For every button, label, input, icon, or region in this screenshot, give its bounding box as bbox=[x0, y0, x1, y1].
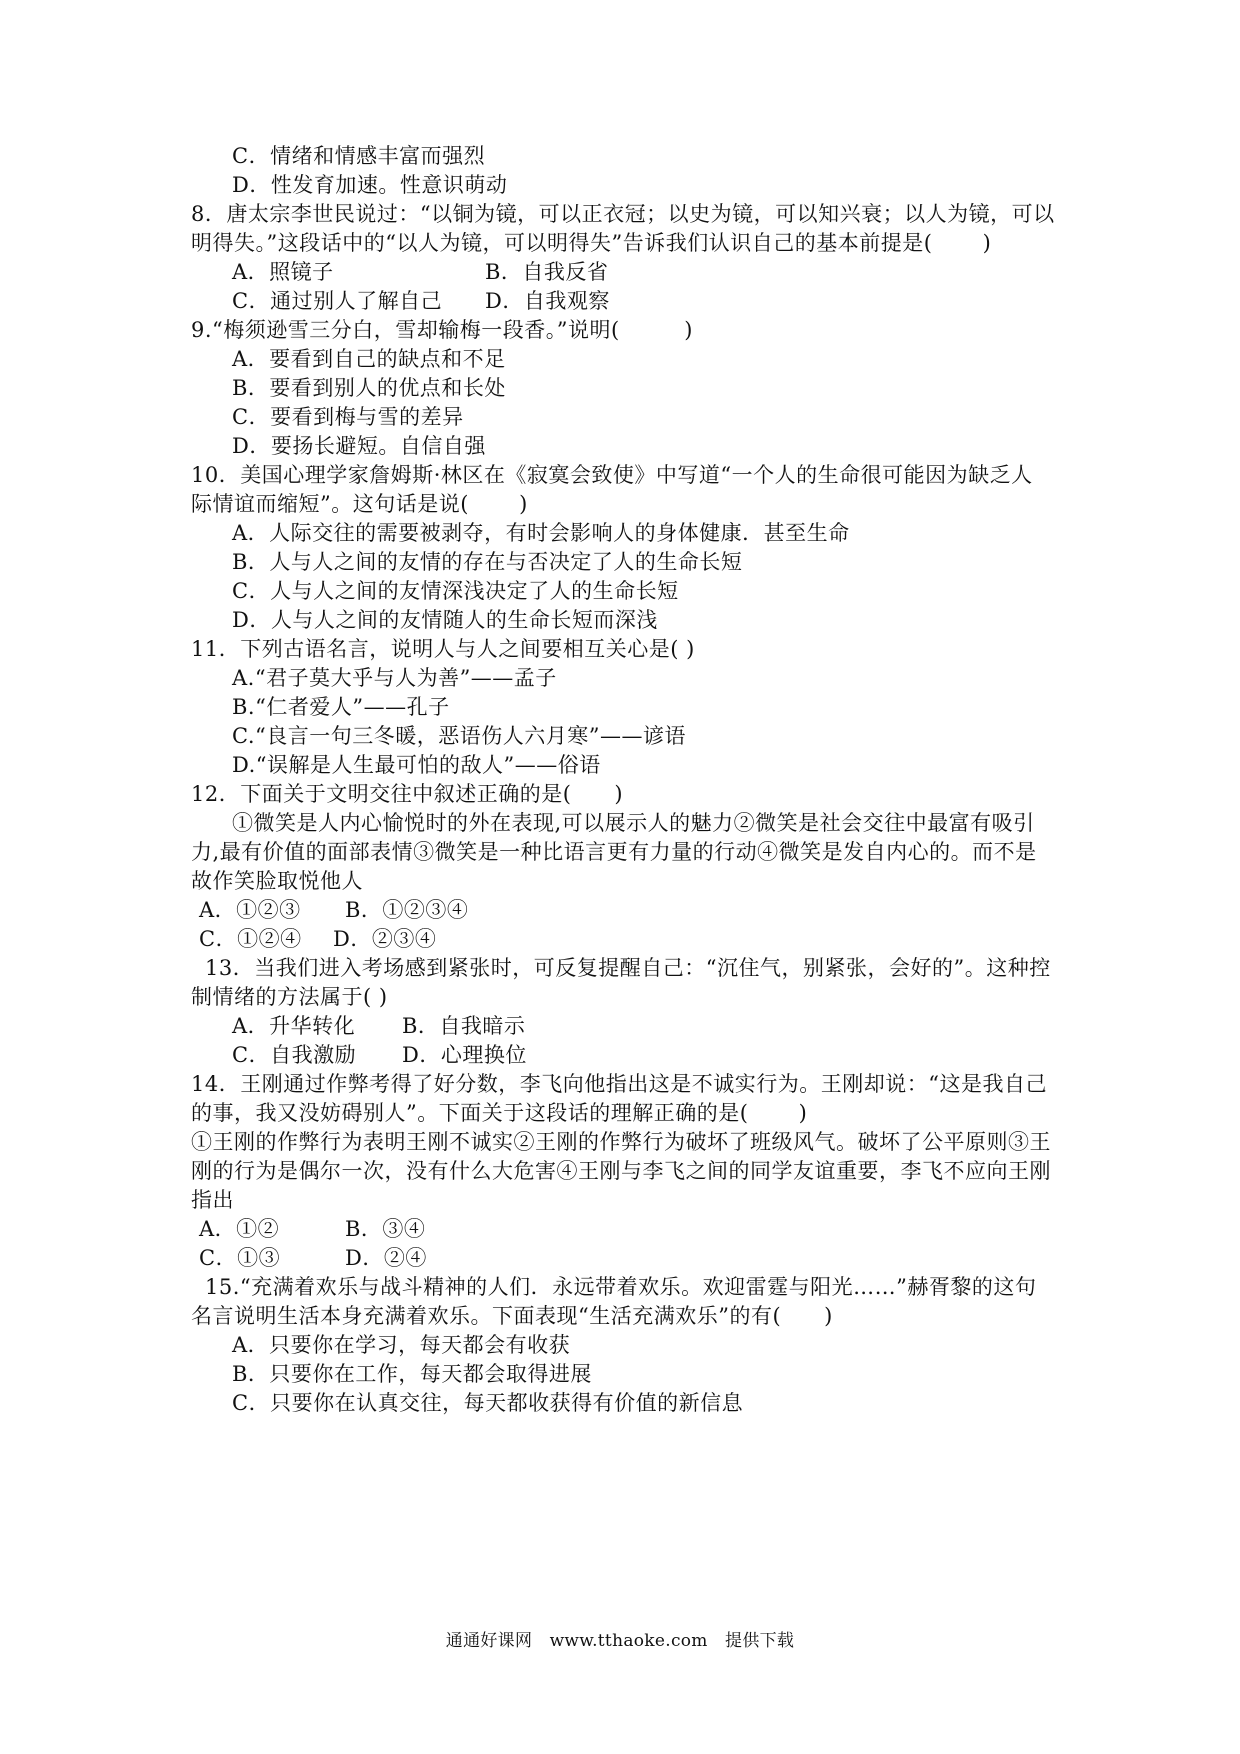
option-line: C．要看到梅与雪的差异 bbox=[232, 405, 464, 429]
statements-line: 力,最有价值的面部表情③微笑是一种比语言更有力量的行动④微笑是发自内心的。而不是 bbox=[191, 840, 1037, 864]
option-line: B．要看到别人的优点和长处 bbox=[232, 376, 506, 400]
option-c: C．①②④ bbox=[199, 927, 302, 951]
option-b: B．①②③④ bbox=[345, 898, 469, 922]
option-line: B．只要你在工作，每天都会取得进展 bbox=[232, 1362, 592, 1386]
question-8-stem: 8．唐太宗李世民说过：“以铜为镜，可以正衣冠；以史为镜，可以知兴衰；以人为镜，可以 bbox=[191, 202, 1055, 226]
option-b: B．自我反省 bbox=[485, 260, 609, 284]
statements-line: 刚的行为是偶尔一次，没有什么大危害④王刚与李飞之间的同学友谊重要，李飞不应向王刚 bbox=[191, 1159, 1051, 1183]
statements-line: 指出 bbox=[191, 1188, 234, 1212]
option-c: C．通过别人了解自己 bbox=[232, 289, 443, 313]
option-d: D．②③④ bbox=[333, 927, 437, 951]
option-line: C.“良言一句三冬暖，恶语伤人六月寒”——谚语 bbox=[232, 724, 686, 748]
page-footer: 通通好课网 www.tthaoke.com 提供下载 bbox=[445, 1631, 795, 1651]
question-8-stem-cont: 明得失。”这段话中的“以人为镜，可以明得失”告诉我们认识自己的基本前提是( ) bbox=[191, 231, 992, 255]
option-a: A．照镜子 bbox=[232, 260, 334, 284]
option-a: A．升华转化 bbox=[232, 1014, 356, 1038]
option-line: A．要看到自己的缺点和不足 bbox=[232, 347, 506, 371]
statements-line: ①王刚的作弊行为表明王刚不诚实②王刚的作弊行为破坏了班级风气。破坏了公平原则③王 bbox=[191, 1130, 1051, 1154]
option-line: C．只要你在认真交往，每天都收获得有价值的新信息 bbox=[232, 1391, 744, 1415]
question-14-stem-cont: 的事，我又没妨碍别人”。下面关于这段话的理解正确的是( ) bbox=[191, 1101, 808, 1125]
option-c: C．①③ bbox=[199, 1246, 281, 1270]
question-15-stem-cont: 名言说明生活本身充满着欢乐。下面表现“生活充满欢乐”的有( ) bbox=[191, 1304, 833, 1328]
option-line: C．人与人之间的友情深浅决定了人的生命长短 bbox=[232, 579, 679, 603]
question-14-stem: 14．王刚通过作弊考得了好分数，李飞向他指出这是不诚实行为。王刚却说：“这是我自己 bbox=[191, 1072, 1047, 1096]
option-line: A．人际交往的需要被剥夺，有时会影响人的身体健康．甚至生命 bbox=[232, 521, 850, 545]
option-a: A．①② bbox=[199, 1217, 280, 1241]
option-line: D.“误解是人生最可怕的敌人”——俗语 bbox=[232, 753, 601, 777]
option-line: A.“君子莫大乎与人为善”——孟子 bbox=[232, 666, 557, 690]
question-13-stem: 13．当我们进入考场感到紧张时，可反复提醒自己：“沉住气，别紧张，会好的”。这种控 bbox=[205, 956, 1051, 980]
option-d: D．自我观察 bbox=[485, 289, 610, 313]
option-a: A．①②③ bbox=[199, 898, 301, 922]
option-line: C．情绪和情感丰富而强烈 bbox=[232, 144, 486, 168]
option-c: C．自我激励 bbox=[232, 1043, 357, 1067]
question-9-stem: 9.“梅须逊雪三分白，雪却输梅一段香。”说明( ) bbox=[191, 318, 693, 342]
question-15-stem: 15.“充满着欢乐与战斗精神的人们．永远带着欢乐。欢迎雷霆与阳光……”赫胥黎的这句 bbox=[205, 1275, 1037, 1299]
question-13-stem-cont: 制情绪的方法属于( ) bbox=[191, 985, 388, 1009]
option-line: B.“仁者爱人”——孔子 bbox=[232, 695, 450, 719]
option-line: D．人与人之间的友情随人的生命长短而深浅 bbox=[232, 608, 658, 632]
option-line: A．只要你在学习，每天都会有收获 bbox=[232, 1333, 571, 1357]
statements-line: ①微笑是人内心愉悦时的外在表现,可以展示人的魅力②微笑是社会交往中最富有吸引 bbox=[232, 811, 1035, 835]
option-line: B．人与人之间的友情的存在与否决定了人的生命长短 bbox=[232, 550, 743, 574]
question-11-stem: 11．下列古语名言，说明人与人之间要相互关心是( ) bbox=[191, 637, 695, 661]
option-d: D．心理换位 bbox=[402, 1043, 527, 1067]
statements-line: 故作笑脸取悦他人 bbox=[191, 869, 363, 893]
option-b: B．自我暗示 bbox=[402, 1014, 526, 1038]
option-line: D．要扬长避短。自信自强 bbox=[232, 434, 486, 458]
option-b: B．③④ bbox=[345, 1217, 426, 1241]
option-d: D．②④ bbox=[345, 1246, 427, 1270]
question-12-stem: 12．下面关于文明交往中叙述正确的是( ) bbox=[191, 782, 624, 806]
question-10-stem: 10．美国心理学家詹姆斯·林区在《寂寞会致使》中写道“一个人的生命很可能因为缺乏人 bbox=[191, 463, 1033, 487]
question-10-stem-cont: 际情谊而缩短”。这句话是说( ) bbox=[191, 492, 528, 516]
option-line: D．性发育加速。性意识萌动 bbox=[232, 173, 508, 197]
